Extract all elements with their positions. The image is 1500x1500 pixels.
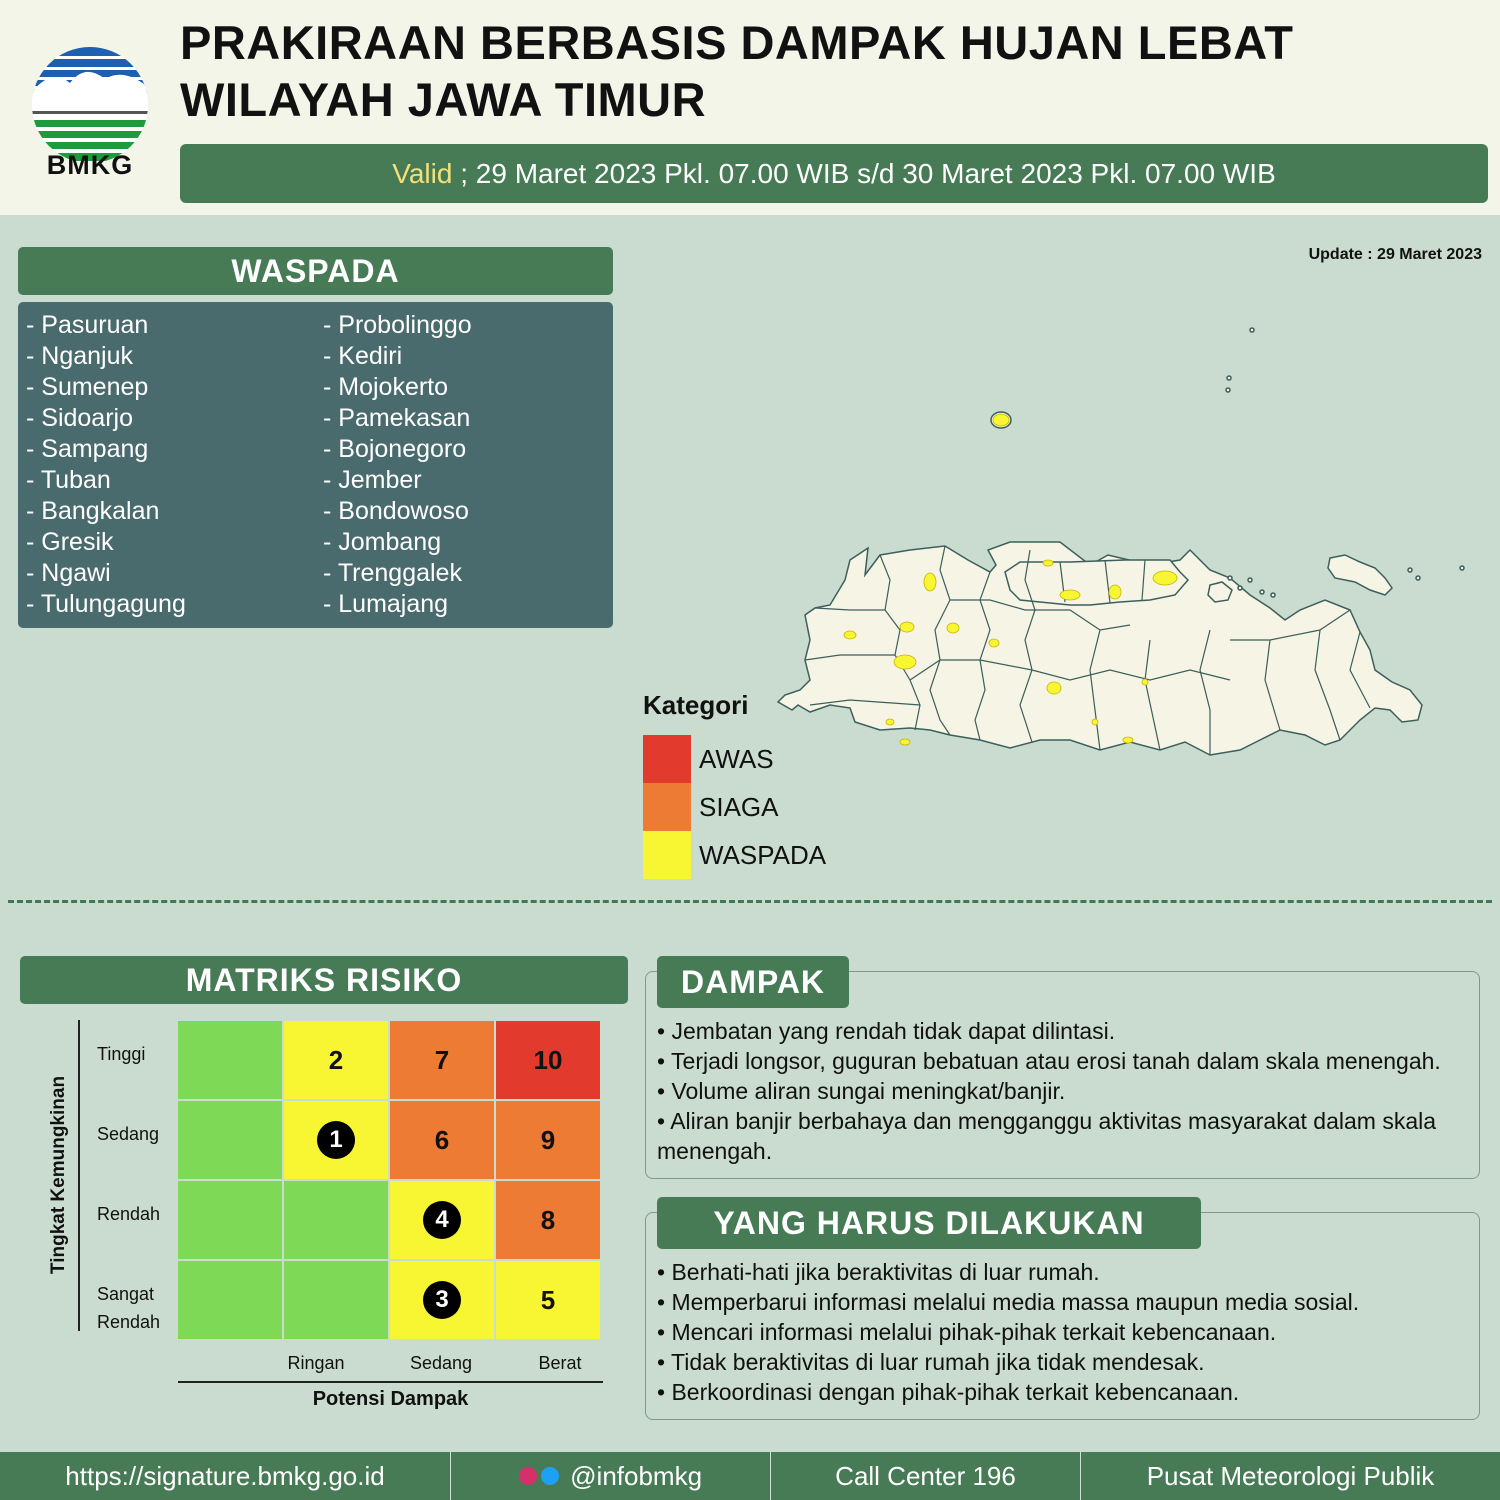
waspada-region-item: - Tuban (26, 466, 111, 494)
waspada-region-item: - Tulungagung (26, 590, 186, 618)
waspada-region-list (18, 302, 613, 628)
actions-item: • Berkoordinasi dengan pihak-pihak terkait kebencanaan. (657, 1377, 1472, 1407)
risk-cell (390, 1101, 494, 1179)
x-axis-line (178, 1381, 603, 1383)
matrix-heading: MATRIKS RISIKO (20, 956, 628, 1004)
x-label-ringan: Ringan (287, 1353, 345, 1373)
risk-cell-marker: 1 (317, 1121, 355, 1159)
risk-cell (178, 1021, 282, 1099)
risk-cell (496, 1261, 600, 1339)
risk-cell (496, 1181, 600, 1259)
dampak-heading: DAMPAK (657, 956, 849, 1008)
waspada-region-item: - Sumenep (26, 373, 149, 401)
waspada-region-item: - Pamekasan (323, 404, 471, 432)
legend-item-siaga (643, 783, 903, 831)
risk-cell (390, 1181, 494, 1259)
logo-text: BMKG (46, 150, 134, 180)
waspada-region-item: - Bangkalan (26, 497, 160, 525)
actions-item: • Mencari informasi melalui pihak-pihak terkait kebencanaan. (657, 1317, 1472, 1347)
x-label-sedang: Sedang (409, 1353, 473, 1373)
twitter-icon[interactable] (541, 1467, 559, 1485)
valid-period: ; 29 Maret 2023 Pkl. 07.00 WIB s/d 30 Maret 2023 Pkl. 07.00 WIB (452, 158, 1276, 189)
dampak-item: • Aliran banjir berbahaya dan mengganggu aktivitas masyarakat dalam skala menengah. (657, 1106, 1472, 1166)
risk-cell (496, 1101, 600, 1179)
actions-item: • Memperbarui informasi melalui media massa maupun media sosial. (657, 1287, 1472, 1317)
y-label-tinggi: Tinggi (97, 1044, 146, 1064)
page-title (180, 14, 1293, 128)
legend-swatch-awas (643, 735, 691, 783)
risk-cell-value: 9 (540, 1124, 556, 1155)
risk-cell (284, 1261, 388, 1339)
waspada-region-item: - Nganjuk (26, 342, 133, 370)
waspada-region-item: - Kediri (323, 342, 403, 370)
waspada-heading: WASPADA (18, 247, 613, 295)
actions-item: • Tidak beraktivitas di luar rumah jika tidak mendesak. (657, 1347, 1472, 1377)
update-date: Update : 29 Maret 2023 (1308, 246, 1482, 263)
waspada-region-item: - Pasuruan (26, 311, 149, 339)
footer (0, 1452, 1500, 1500)
risk-cell (284, 1101, 388, 1179)
legend-label-waspada: WASPADA (699, 840, 827, 870)
risk-cell (390, 1021, 494, 1099)
risk-cell (284, 1181, 388, 1259)
risk-cell (178, 1181, 282, 1259)
dampak-list (657, 1016, 1472, 1166)
actions-heading: YANG HARUS DILAKUKAN (657, 1197, 1201, 1249)
waspada-region-item: - Sidoarjo (26, 404, 133, 432)
x-axis-title: Potensi Dampak (312, 1388, 469, 1410)
kangean-islands (1328, 555, 1392, 595)
waspada-region-item: - Ngawi (26, 559, 111, 587)
waspada-region-item: - Mojokerto (323, 373, 449, 401)
waspada-region-item: - Probolinggo (323, 311, 472, 339)
actions-item: • Berhati-hati jika beraktivitas di luar rumah. (657, 1257, 1472, 1287)
risk-cell-marker: 3 (423, 1281, 461, 1319)
actions-list (657, 1257, 1472, 1407)
waspada-region-item: - Gresik (26, 528, 114, 556)
risk-cell (178, 1101, 282, 1179)
section-divider (8, 900, 1492, 903)
risk-cell-value: 5 (540, 1284, 556, 1315)
footer-social[interactable] (451, 1452, 770, 1500)
waspada-region-item: - Trenggalek (323, 559, 462, 587)
legend-item-waspada (643, 831, 903, 879)
risk-cell (178, 1261, 282, 1339)
y-label-rendah: Rendah (97, 1204, 161, 1224)
risk-cell (284, 1021, 388, 1099)
waspada-column-2 (323, 310, 472, 620)
y-label-sangat-rendah: Sangat Rendah (97, 1284, 161, 1332)
dampak-item: • Terjadi longsor, guguran bebatuan atau erosi tanah dalam skala menengah. (657, 1046, 1472, 1076)
valid-label: Valid (392, 158, 453, 189)
risk-cell-value: 2 (328, 1044, 344, 1075)
y-axis-title: Tingkat Kemungkinan (48, 1075, 69, 1275)
risk-cell-value: 10 (533, 1044, 563, 1075)
risk-cell-value: 6 (434, 1124, 450, 1155)
waspada-region-item: - Sampang (26, 435, 149, 463)
y-label-sedang: Sedang (97, 1124, 160, 1144)
risk-cell (390, 1261, 494, 1339)
header (0, 0, 1500, 215)
waspada-column-1 (26, 310, 186, 620)
footer-website-link[interactable]: https://signature.bmkg.go.id (65, 1461, 385, 1491)
waspada-region-item: - Jember (323, 466, 422, 494)
title-line-2: WILAYAH JAWA TIMUR (180, 73, 707, 126)
legend-title: Kategori (643, 690, 749, 720)
waspada-region-item: - Lumajang (323, 590, 449, 618)
legend-item-awas (643, 735, 903, 783)
validity-bar (180, 144, 1488, 203)
footer-organization: Pusat Meteorologi Publik (1146, 1461, 1435, 1491)
risk-cell (496, 1021, 600, 1099)
risk-cell-value: 7 (434, 1044, 450, 1075)
risk-matrix-grid (178, 1021, 602, 1341)
instagram-icon[interactable] (519, 1467, 537, 1485)
dampak-item: • Volume aliran sungai meningkat/banjir. (657, 1076, 1472, 1106)
title-line-1: PRAKIRAAN BERBASIS DAMPAK HUJAN LEBAT (180, 16, 1294, 69)
legend-label-awas: AWAS (699, 744, 774, 774)
footer-call-center: Call Center 196 (835, 1461, 1016, 1491)
waspada-region-item: - Bondowoso (323, 497, 469, 525)
y-axis-line (78, 1020, 80, 1331)
legend-swatch-siaga (643, 783, 691, 831)
dampak-item: • Jembatan yang rendah tidak dapat dilintasi. (657, 1016, 1472, 1046)
x-label-berat: Berat (538, 1353, 582, 1373)
social-handle: @infobmkg (570, 1461, 703, 1491)
risk-cell-value: 8 (540, 1204, 556, 1235)
waspada-region-item: - Jombang (323, 528, 442, 556)
legend-swatch-waspada (643, 831, 691, 879)
waspada-region-item: - Bojonegoro (323, 435, 467, 463)
legend-label-siaga: SIAGA (699, 792, 779, 822)
risk-cell-marker: 4 (423, 1201, 461, 1239)
